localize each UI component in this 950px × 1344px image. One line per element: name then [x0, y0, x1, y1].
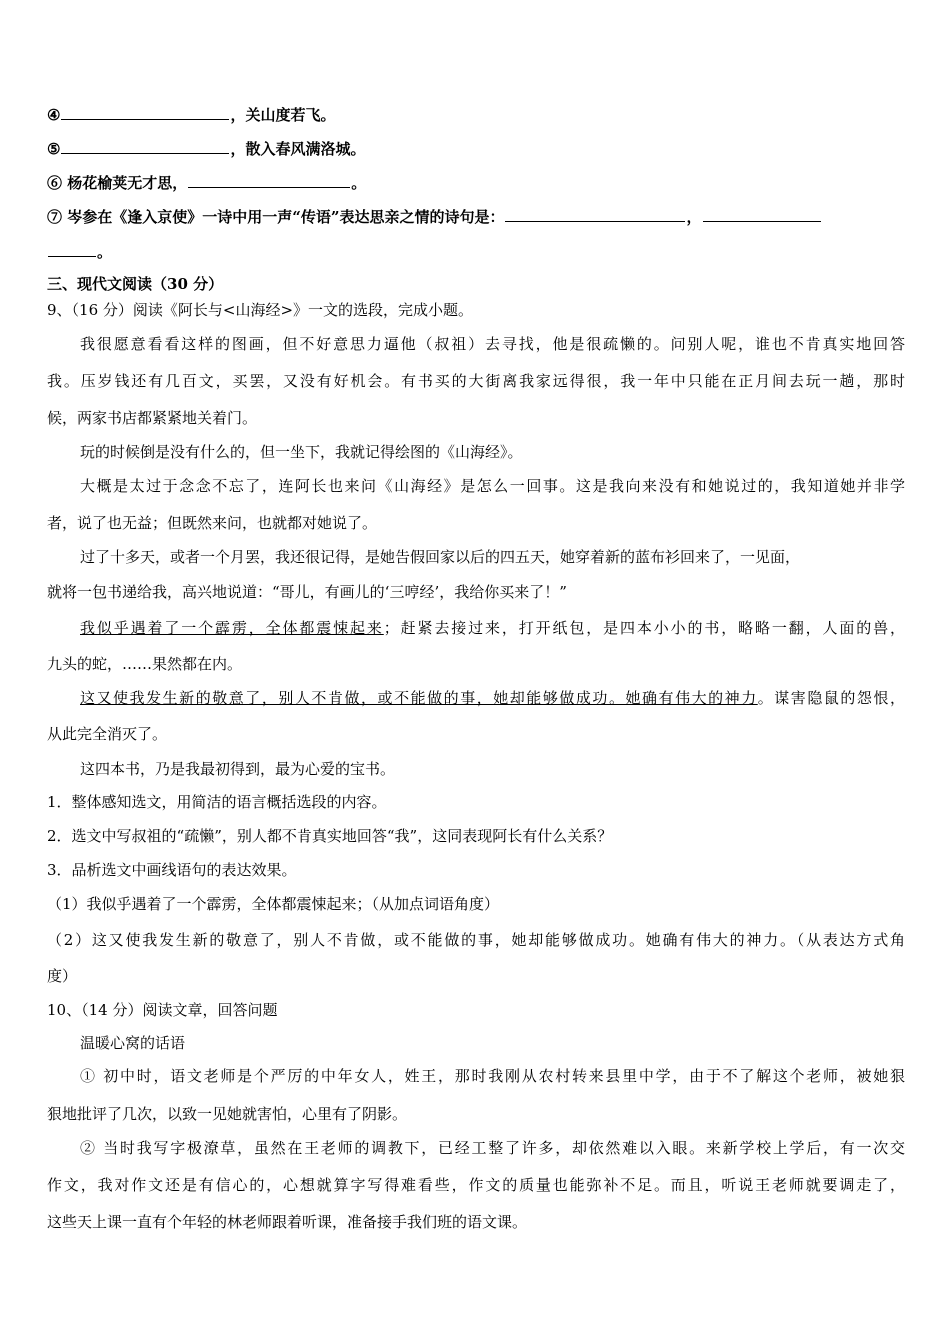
poem-q5 [47, 137, 905, 159]
q9-passage-line: 候，两家书店都紧紧地关着门。 [47, 409, 258, 427]
q9-passage-line: 玩的时候倒是没有什么的，但一坐下，我就记得绘图的《山海经》。 [80, 443, 523, 461]
q10-passage-line: 狠地批评了几次，以致一见她就害怕，心里有了阴影。 [47, 1105, 408, 1123]
poem-q4-number: ④ [47, 106, 61, 124]
q9-passage-line: 我。压岁钱还有几百文，买罢，又没有好机会。有书买的大街离我家远得很，我一年中只能在正月间去玩一趟，那时 [47, 372, 905, 390]
q9-passage-line: 就将一包书递给我，高兴地说道：“哥儿，有画儿的‘三哼经’，我给你买来了！” [47, 583, 567, 601]
q9-passage-line: 这四本书，乃是我最初得到，最为心爱的宝书。 [80, 760, 396, 778]
q9-passage-text: 。谋害隐鼠的怨恨， [757, 689, 905, 707]
poem-q5-number: ⑤ [47, 140, 61, 158]
q9-passage-line [80, 688, 905, 708]
q9-passage-line: 九头的蛇，……果然都在内。 [47, 655, 243, 673]
q9-passage-line: 过了十多天，或者一个月罢，我还很记得，是她告假回家以后的四五天，她穿着新的蓝布衫回来了，一见面， [80, 548, 801, 566]
poem-q6 [47, 171, 905, 193]
q10-passage-line: ② 当时我写字极潦草，虽然在王老师的调教下，已经工整了许多，却依然难以入眼。来新学校上学后，有一次交 [80, 1139, 905, 1157]
poem-q4 [47, 103, 905, 125]
q9-heading: 9、（16 分）阅读《阿长与<山海经>》一文的选段，完成小题。 [47, 301, 474, 319]
poem-q7-cont [47, 240, 905, 262]
q10-passage-line: 作文，我对作文还是有信心的，心想就算字写得难看些，作文的质量也能弥补不足。而且，听说王老师就要调走了， [47, 1176, 905, 1194]
poem-q4-blank[interactable] [61, 103, 229, 120]
poem-q7-text: ⑦ 岑参在《逢入京使》一诗中用一声“传语”表达思亲之情的诗句是： [47, 208, 505, 226]
q9-passage-text: ；赶紧去接过来，打开纸包，是四本小小的书，略略一翻，人面的兽， [383, 619, 905, 637]
poem-q6-prefix: ⑥ 杨花榆荚无才思， [47, 174, 188, 192]
q9-subquestion-3-2: （2）这又使我发生新的敬意了，别人不肯做，或不能做的事，她却能够做成功。她确有伟大的神力。（从表达方式角 [47, 931, 905, 949]
poem-q5-text: ，散入春风满洛城。 [230, 140, 366, 158]
q10-heading: 10、（14 分）阅读文章，回答问题 [47, 1001, 278, 1019]
q9-passage-line: 我很愿意看看这样的图画，但不好意思力逼他（叔祖）去寻找，他是很疏懒的。问别人呢，谁也不肯真实地回答 [80, 335, 905, 353]
q9-underlined-sentence-1: 我似乎遇着了一个霹雳，全体都震悚起来 [80, 619, 384, 637]
poem-q5-blank[interactable] [61, 137, 229, 154]
poem-q6-blank[interactable] [188, 171, 350, 188]
q9-passage-line: 大概是太过于念念不忘了，连阿长也来问《山海经》是怎么一回事。这是我向来没有和她说过的，我知道她并非学 [80, 477, 905, 495]
q10-passage-line: ① 初中时，语文老师是个严厉的中年女人，姓王，那时我刚从农村转来县里中学，由于不了解这个老师，被她狠 [80, 1067, 905, 1085]
q10-article-title: 温暖心窝的话语 [80, 1034, 186, 1052]
poem-q7-end: 。 [97, 243, 113, 261]
q10-passage-line: 这些天上课一直有个年轻的林老师跟着听课，准备接手我们班的语文课。 [47, 1213, 528, 1231]
poem-q7-mid: ， [686, 208, 702, 226]
q9-subquestion-3-1: （1）我似乎遇着了一个霹雳，全体都震悚起来；（从加点词语角度） [47, 895, 500, 913]
poem-q6-end: 。 [351, 174, 367, 192]
q9-subquestion-2: 2．选文中写叔祖的“疏懒”，别人都不肯真实地回答“我”，这同表现阿长有什么关系？ [47, 827, 613, 845]
q9-subquestion-3-2-cont: 度） [47, 967, 78, 985]
poem-q4-text: ，关山度若飞。 [230, 106, 336, 124]
poem-q7-blank-2-cont[interactable] [48, 240, 96, 257]
poem-q7-blank-1[interactable] [505, 205, 685, 222]
q9-subquestion-1: 1．整体感知选文，用简洁的语言概括选段的内容。 [47, 793, 387, 811]
q9-passage-line: 者，说了也无益；但既然来问，也就都对她说了。 [47, 514, 378, 532]
q9-passage-line [80, 618, 905, 638]
q9-subquestion-3: 3．品析选文中画线语句的表达效果。 [47, 861, 297, 879]
section-title: 三、现代文阅读（30 分） [47, 275, 224, 293]
poem-q7 [47, 205, 905, 227]
poem-q7-blank-2[interactable] [703, 205, 821, 222]
q9-passage-line: 从此完全消灭了。 [47, 725, 168, 743]
q9-underlined-sentence-2: 这又使我发生新的敬意了，别人不肯做，或不能做的事，她却能够做成功。她确有伟大的神力 [80, 689, 758, 707]
